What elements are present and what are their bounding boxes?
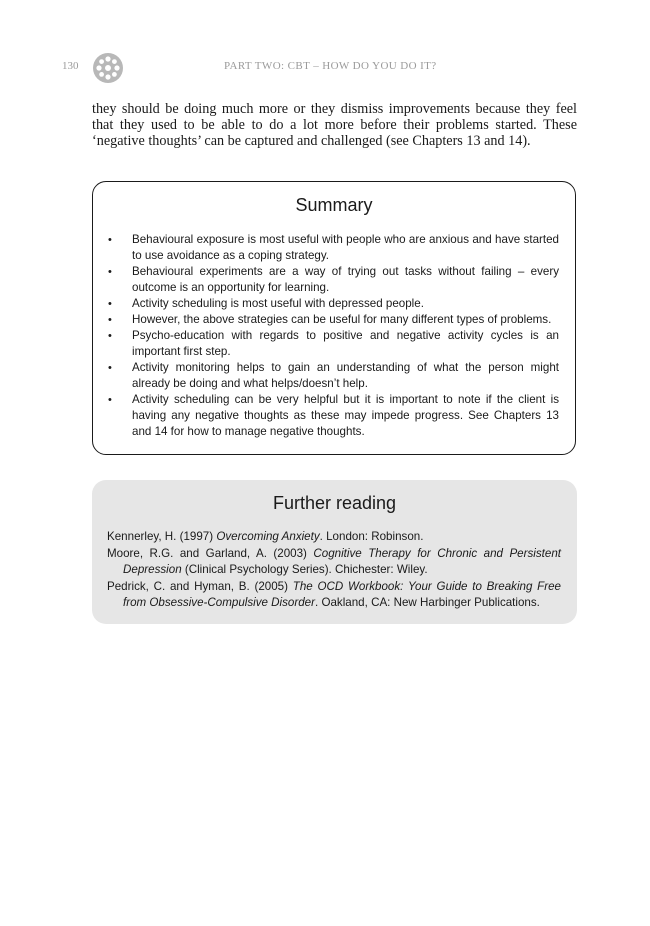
reference-publisher: (Clinical Psychology Series). Chichester: Wiley. bbox=[181, 563, 428, 576]
reference-list bbox=[107, 529, 561, 612]
summary-item bbox=[93, 360, 575, 392]
summary-item-text: Activity monitoring helps to gain an understanding of what the person might already be doing and what helps/doesn’t help. bbox=[132, 361, 559, 390]
reference-publisher: . London: Robinson. bbox=[319, 530, 424, 543]
reference-authors: Moore, R.G. and Garland, A. (2003) bbox=[107, 546, 314, 560]
summary-item bbox=[93, 296, 575, 312]
reference-publisher: . Oakland, CA: New Harbinger Publications. bbox=[315, 596, 540, 609]
reference-title: The OCD Workbook: Your Guide to Breaking Free from Obsessive-Compulsive Disorder bbox=[123, 579, 562, 609]
summary-item bbox=[93, 312, 575, 328]
reference-item bbox=[107, 546, 561, 579]
bullet-icon: • bbox=[108, 362, 112, 374]
bullet-icon: • bbox=[108, 234, 112, 246]
summary-item bbox=[93, 264, 575, 296]
further-reading-title: Further reading bbox=[272, 493, 397, 513]
body-paragraph: they should be doing much more or they dismiss improvements because they feel that they used to be able to do a lot more before their problems started. These ‘negative thoughts’ can be captured and challenged (see Chapters 13 and 14). bbox=[92, 101, 577, 149]
bullet-icon: • bbox=[108, 330, 112, 342]
summary-item-text: Behavioural experiments are a way of trying out tasks without failing – every outcome is an opportunity for learning. bbox=[132, 265, 559, 294]
summary-title: Summary bbox=[295, 195, 373, 215]
reference-title: Cognitive Therapy for Chronic and Persistent Depression bbox=[123, 546, 561, 576]
reference-authors: Kennerley, H. (1997) bbox=[107, 530, 217, 543]
summary-list bbox=[93, 232, 575, 440]
summary-item-text: Behavioural exposure is most useful with people who are anxious and have started to use avoidance as a coping strategy. bbox=[132, 233, 559, 262]
summary-item bbox=[93, 328, 575, 360]
summary-item bbox=[93, 232, 575, 264]
summary-item bbox=[93, 392, 575, 440]
summary-box bbox=[92, 181, 576, 455]
bullet-icon: • bbox=[108, 314, 112, 326]
summary-item-text: Psycho-education with regards to positive and negative activity cycles is an important first step. bbox=[132, 329, 559, 358]
further-reading-box bbox=[92, 480, 577, 624]
gear-logo-icon bbox=[92, 52, 124, 84]
page-number: 130 bbox=[62, 60, 79, 72]
reference-item bbox=[107, 529, 561, 546]
summary-item-text: However, the above strategies can be useful for many different types of problems. bbox=[132, 313, 552, 326]
bullet-icon: • bbox=[108, 298, 112, 310]
summary-item-text: Activity scheduling is most useful with depressed people. bbox=[132, 297, 424, 310]
summary-item-text: Activity scheduling can be very helpful but it is important to note if the client is having any negative thoughts as these may impede progress. See Chapters 13 and 14 for how to manage negative thoughts. bbox=[132, 393, 559, 438]
running-head: PART TWO: CBT – HOW DO YOU DO IT? bbox=[224, 60, 437, 72]
bullet-icon: • bbox=[108, 266, 112, 278]
reference-authors: Pedrick, C. and Hyman, B. (2005) bbox=[107, 579, 293, 593]
bullet-icon: • bbox=[108, 394, 112, 406]
page-header bbox=[0, 52, 650, 86]
reference-item bbox=[107, 579, 561, 612]
reference-title: Overcoming Anxiety bbox=[216, 530, 320, 543]
